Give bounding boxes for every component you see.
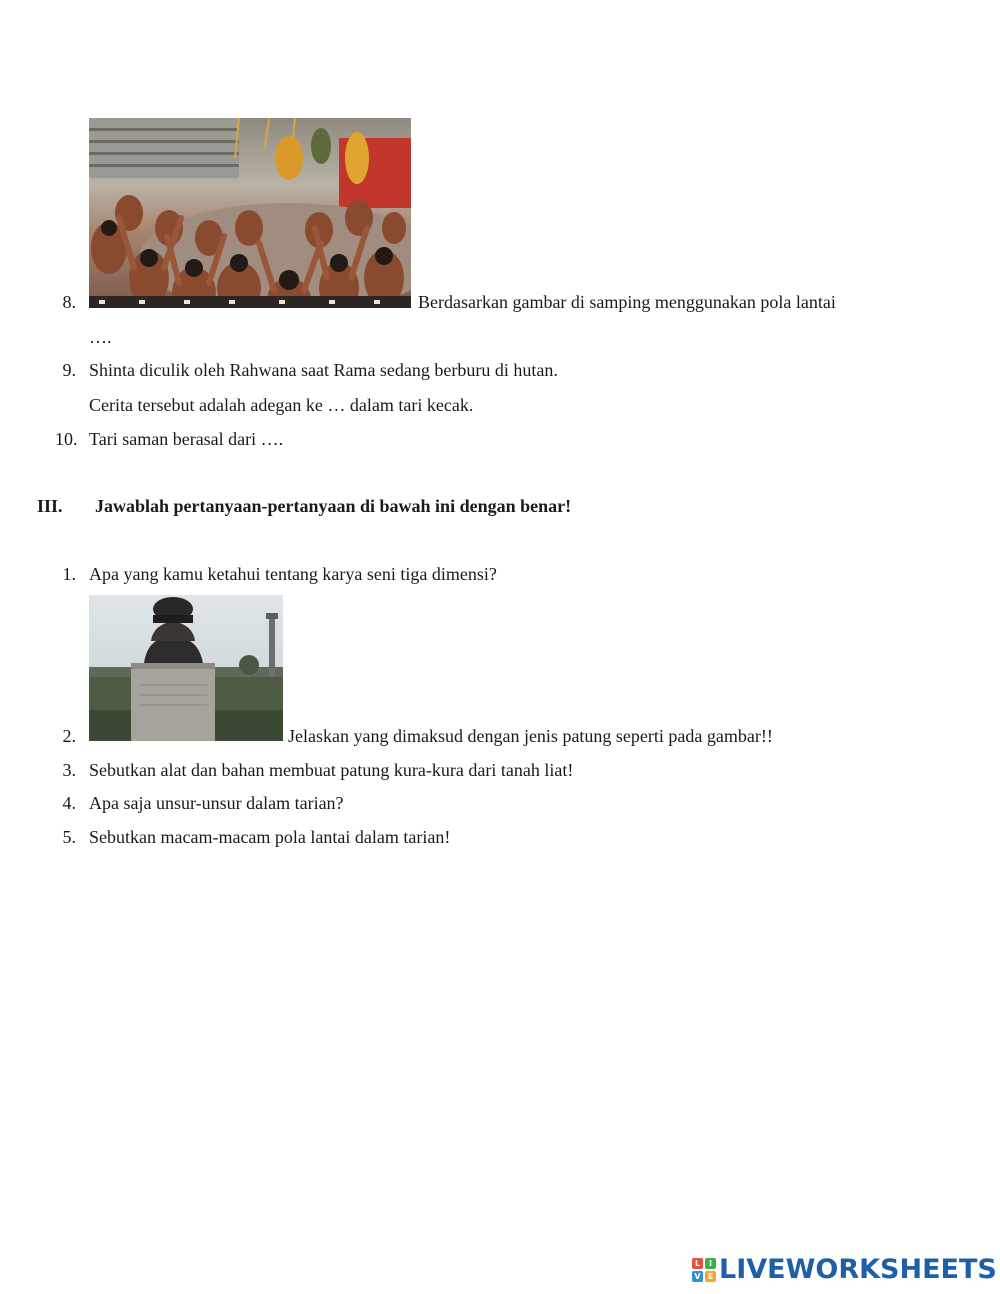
question-9-number: 9.	[62, 360, 76, 380]
essay-question-3-number: 3.	[62, 760, 76, 780]
section-3-heading: Jawablah pertanyaan-pertanyaan di bawah ini dengan benar!	[95, 496, 572, 516]
question-8-text: Berdasarkan gambar di samping menggunakan pola lantai	[418, 292, 836, 312]
essay-question-1-number: 1.	[62, 564, 76, 584]
question-9-line1: Shinta diculik oleh Rahwana saat Rama sedang berburu di hutan.	[89, 360, 558, 380]
question-10-text: Tari saman berasal dari ….	[89, 429, 284, 449]
essay-question-4-number: 4.	[62, 793, 76, 813]
logo-tile-v: V	[692, 1271, 703, 1282]
question-9-line2: Cerita tersebut adalah adegan ke … dalam tari kecak.	[89, 395, 474, 415]
logo-tile-e: E	[705, 1271, 716, 1282]
logo-tiles-icon	[692, 1258, 716, 1282]
liveworksheets-logo	[692, 1253, 997, 1287]
question-10-number: 10.	[55, 429, 78, 449]
question-8-number: 8.	[62, 292, 76, 312]
question-8-continuation: ….	[89, 327, 112, 347]
statue-bust-photo	[89, 595, 283, 741]
essay-question-5-text: Sebutkan macam-macam pola lantai dalam tarian!	[89, 827, 451, 847]
logo-tile-l: L	[692, 1258, 703, 1269]
essay-question-2-number: 2.	[62, 726, 76, 746]
kecak-dance-photo	[89, 118, 411, 308]
essay-question-4-text: Apa saja unsur-unsur dalam tarian?	[89, 793, 344, 813]
essay-question-3-text: Sebutkan alat dan bahan membuat patung kura-kura dari tanah liat!	[89, 760, 574, 780]
essay-question-1-text: Apa yang kamu ketahui tentang karya seni tiga dimensi?	[89, 564, 497, 584]
logo-wordmark: LIVEWORKSHEETS	[719, 1254, 997, 1285]
essay-question-5-number: 5.	[62, 827, 76, 847]
logo-tile-i: I	[705, 1258, 716, 1269]
section-3-roman-numeral: III.	[37, 496, 63, 516]
essay-question-2-text: Jelaskan yang dimaksud dengan jenis patung seperti pada gambar!!	[288, 726, 773, 746]
